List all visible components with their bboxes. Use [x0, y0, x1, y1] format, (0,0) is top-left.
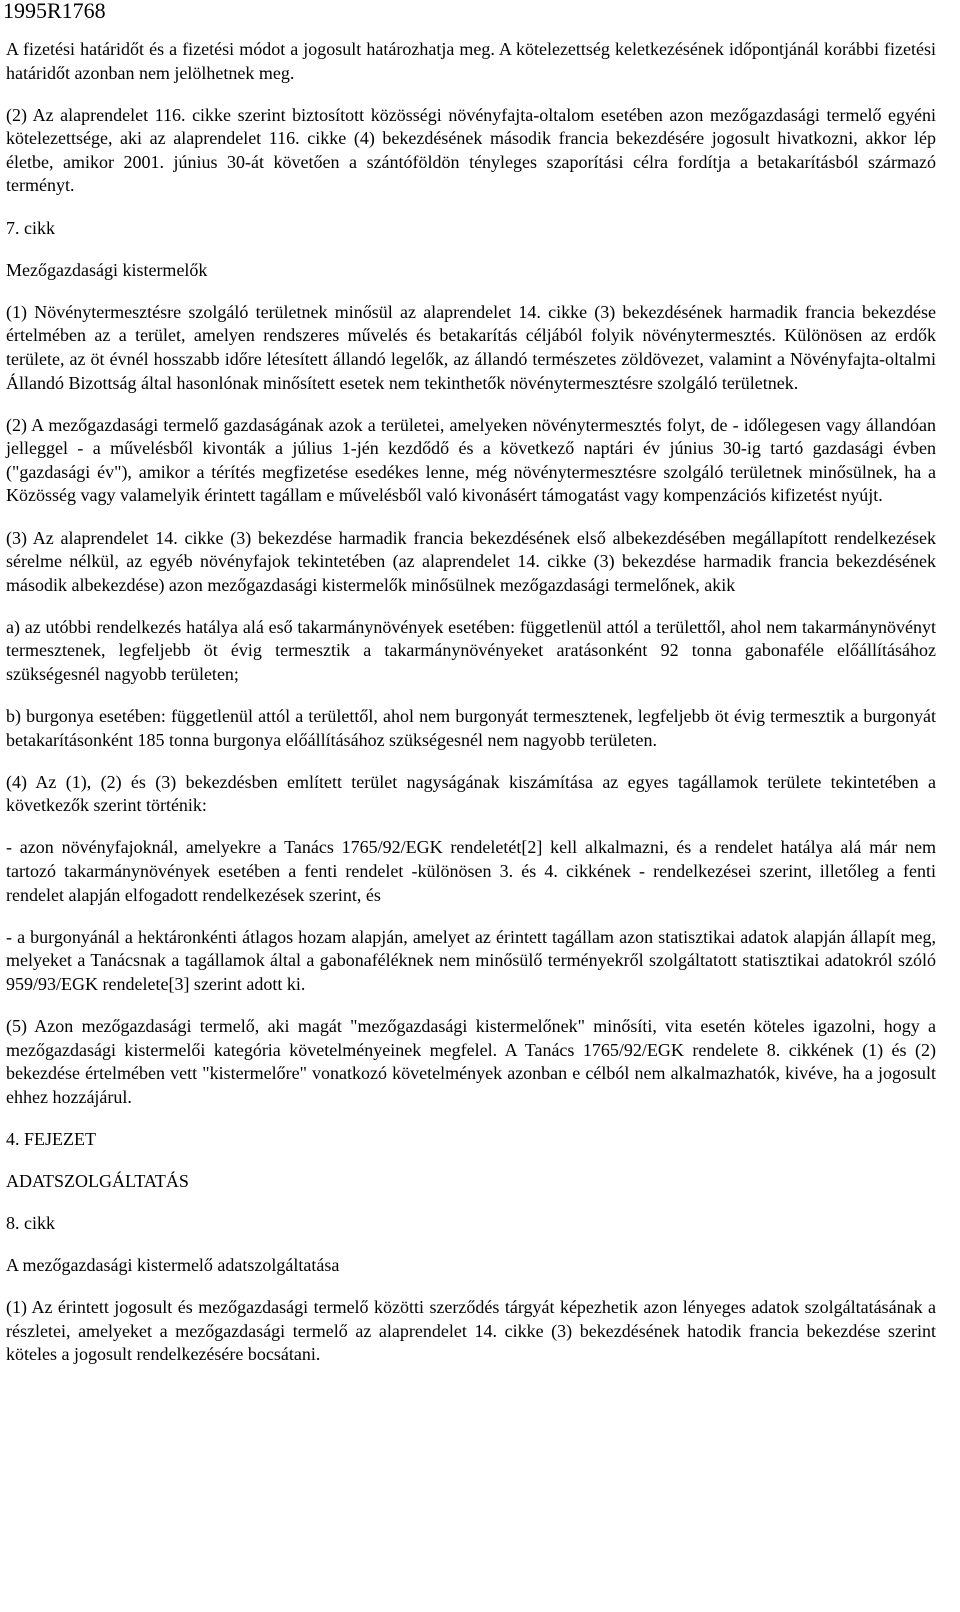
article-8-title: A mezőgazdasági kistermelő adatszolgáltatása — [6, 1255, 340, 1276]
paragraph-7-4-dash-1: - azon növényfajoknál, amelyekre a Tanács 1765/92/EGK rendeletét[2] kell alkalmazni, és a rendelet hatálya alá már nem tartozó takarmánynövények esetében a fenti rendelet -különösen 3. és 4. cikkének - rendelkezései szerint, illetőleg a fenti rendelet alapján elfogadott rendelkezések szerint, és — [6, 837, 936, 905]
paragraph-8-1: (1) Az érintett jogosult és mezőgazdasági termelő közötti szerződés tárgyát képezhetik azon lényeges adatok szolgáltatásának a részletei, amelyeket a mezőgazdasági termelő az alaprendelet 14. cikke (3) bekezdésének hatodik francia bekezdése szerint köteles a jogosult rendelkezésére bocsátani. — [6, 1297, 936, 1365]
paragraph-7-4-dash-2: - a burgonyánál a hektáronkénti átlagos hozam alapján, amelyet az érintett tagállam azon statisztikai adatok alapján állapít meg, melyeket a Tanácsnak a tagállamok által a gabonaféléknek nem minősülő terményekről szolgáltatott statisztikai adatokról szóló 959/93/EGK rendelete[3] szerint adott ki. — [6, 926, 936, 994]
article-8-heading: 8. cikk — [6, 1213, 55, 1234]
paragraph-7-2: (2) A mezőgazdasági termelő gazdaságának azok a területei, amelyeken növénytermesztés folyt, de - időlegesen vagy állandóan jelleggel - a művelésből kivonták a július 1-jén kezdődő és a következő naptári év június 30-ig tartó gazdasági évben ("gazdasági év"), amikor a térítés megfizetése esedékes lenne, még növénytermesztésre szolgáló területnek minősülnek, ha a Közösség vagy valamelyik érintett tagállam e művelésből való kivonásért támogatást vagy kompenzációs kifizetést nyújt. — [6, 414, 936, 506]
document-id-header: 1995R1768 — [3, 0, 106, 23]
paragraph-7-3-b: b) burgonya esetében: függetlenül attól a területtől, ahol nem burgonyát termesztenek, legfeljebb öt évig termesztik a burgonyát betakarításonként 185 tonna burgonya előállításához szükségesnél nem nagyobb területen. — [6, 706, 936, 750]
paragraph-7-5: (5) Azon mezőgazdasági termelő, aki magát "mezőgazdasági kistermelőnek" minősíti, vita esetén köteles igazolni, hogy a mezőgazdasági kistermelői kategória követelményeinek megfelel. A Tanács 1765/92/EGK rendelete 8. cikkének (1) és (2) bekezdése értelmében vett "kistermelőre" vonatkozó követelmények azonban e célból nem alkalmazhatók, kivéve, ha a jogosult ehhez hozzájárul. — [6, 1016, 936, 1107]
paragraph-payment-terms: A fizetési határidőt és a fizetési módot a jogosult határozhatja meg. A kötelezettség keletkezésének időpontjánál korábbi fizetési határidőt azonban nem jelölhetnek meg. — [6, 39, 936, 83]
article-7-heading: 7. cikk — [6, 217, 55, 238]
paragraph-7-1: (1) Növénytermesztésre szolgáló területnek minősül az alaprendelet 14. cikke (3) bekezdésének harmadik francia bekezdése értelmében az a terület, amelyen rendszeres művelés és betakarítás céljából folyik növénytermesztés. Különösen az erdők területe, az öt évnél hosszabb időre létesített állandó legelők, az állandó természetes zöldövezet, valamint a Növényfajta-oltalmi Állandó Bizottság által hasonlónak minősített esetek nem tekinthetők növénytermesztésre szolgáló területnek. — [6, 301, 936, 393]
paragraph-7-3-a: a) az utóbbi rendelkezés hatálya alá eső takarmánynövények esetében: függetlenül attól a területtől, ahol nem takarmánynövényt termesztenek, legfeljebb öt évig termesztik a takarmánynövényeket aratásonként 92 tonna gabonaféle előállításához szükségesnél nagyobb területen; — [6, 616, 936, 684]
chapter-4-heading: 4. FEJEZET — [6, 1128, 96, 1149]
paragraph-6-2: (2) Az alaprendelet 116. cikke szerint biztosított közösségi növényfajta-oltalom esetében azon mezőgazdasági termelő egyéni kötelezettsége, aki az alaprendelet 116. cikke (4) bekezdésének második francia bekezdésére jogosult hivatkozni, akkor lép életbe, amikor 2001. június 30-át követően a szántóföldön tényleges szaporítási célra fordítja a betakarításból származó terményt. — [6, 104, 936, 196]
document-body — [6, 38, 936, 1386]
chapter-4-title: ADATSZOLGÁLTATÁS — [6, 1170, 189, 1191]
paragraph-7-4: (4) Az (1), (2) és (3) bekezdésben említett terület nagyságának kiszámítása az egyes tagállamok területe tekintetében a következők szerint történik: — [6, 771, 936, 816]
article-7-title: Mezőgazdasági kistermelők — [6, 259, 208, 280]
paragraph-7-3: (3) Az alaprendelet 14. cikke (3) bekezdése harmadik francia bekezdésének első albekezdésében megállapított rendelkezések sérelme nélkül, az egyéb növényfajok tekintetében (az alaprendelet 14. cikke (3) bekezdése harmadik francia bekezdésének második albekezdése) azon mezőgazdasági kistermelők minősülnek mezőgazdasági termelőnek, akik — [6, 527, 936, 595]
